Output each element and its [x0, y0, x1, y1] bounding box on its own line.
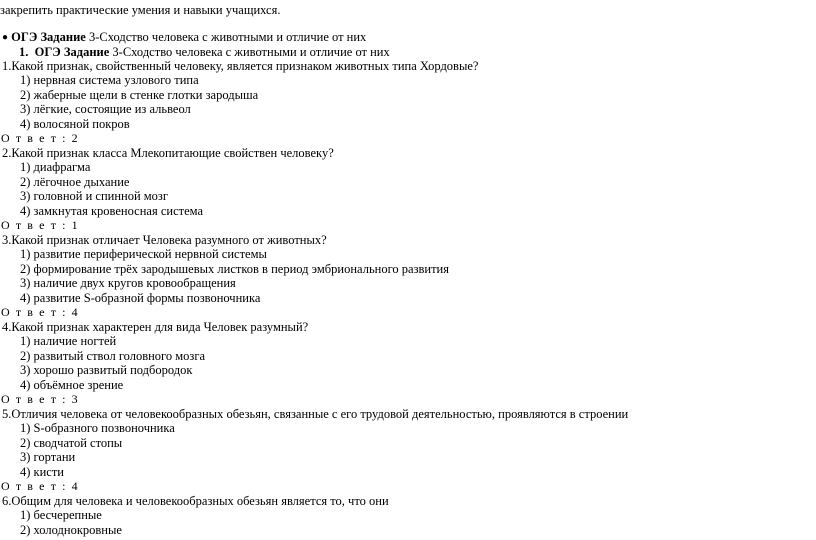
- answer-option: 3) головной и спинной мозг: [20, 189, 168, 203]
- answer-option: 3) лёгкие, состоящие из альвеол: [20, 102, 191, 116]
- answer-option: 1) диафрагма: [20, 160, 91, 174]
- section-heading-numbered: [19, 45, 390, 60]
- answer-option: 4) замкнутая кровеносная система: [20, 204, 204, 218]
- answer-option: 1) бесчерепные: [20, 508, 102, 522]
- question-text: 1.Какой признак, свойственный человеку, является признаком животных типа Хордовые?: [2, 59, 479, 73]
- answer-option: 2) формирование трёх зародышевых листков в период эмбрионального развития: [20, 262, 449, 276]
- heading-rest-text: 3-Сходство человека с животными и отличие от них: [85, 30, 367, 44]
- answer-option: 1) S-образного позвоночника: [20, 421, 175, 435]
- question-text: 6.Общим для человека и человекообразных обезьян является то, что они: [2, 494, 389, 508]
- answer-option: 1) развитие периферической нервной системы: [20, 247, 267, 261]
- answer-option: 1) наличие ногтей: [20, 334, 117, 348]
- answer-option: 2) сводчатой стопы: [20, 436, 123, 450]
- question-text: 2.Какой признак класса Млекопитающие свойствен человеку?: [2, 146, 334, 160]
- answer-key: О т в е т : 4: [1, 479, 80, 493]
- question-text: 5.Отличия человека от человекообразных обезьян, связанные с его трудовой деятельностью, проявляются в строении: [2, 407, 629, 421]
- question-text: 3.Какой признак отличает Человека разумного от животных?: [2, 233, 327, 247]
- bullet-icon: ●: [2, 32, 9, 43]
- answer-option: 2) жаберные щели в стенке глотки зародыша: [20, 88, 259, 102]
- section-heading-bulleted: [2, 30, 366, 46]
- answer-key: О т в е т : 1: [1, 218, 80, 232]
- answer-option: 3) гортани: [20, 450, 76, 464]
- question-text: 4.Какой признак характерен для вида Человек разумный?: [2, 320, 309, 334]
- intro-text: закрепить практические умения и навыки учащихся.: [0, 3, 281, 17]
- answer-option: 1) нервная система узлового типа: [20, 73, 199, 87]
- heading-number: 1.: [19, 45, 29, 59]
- answer-key: О т в е т : 4: [1, 305, 80, 319]
- heading-rest-text: 3-Сходство человека с животными и отличие от них: [109, 45, 390, 59]
- answer-option: 4) развитие S-образной формы позвоночника: [20, 291, 261, 305]
- answer-option: 2) развитый ствол головного мозга: [20, 349, 206, 363]
- answer-option: 3) наличие двух кругов кровообращения: [20, 276, 236, 290]
- heading-bold-text: ОГЭ Задание: [11, 30, 86, 44]
- answer-key: О т в е т : 3: [1, 392, 80, 406]
- answer-option: 4) кисти: [20, 465, 65, 479]
- answer-option: 4) волосяной покров: [20, 117, 130, 131]
- answer-option: 4) объёмное зрение: [20, 378, 124, 392]
- answer-option: 3) хорошо развитый подбородок: [20, 363, 193, 377]
- heading-bold-text: ОГЭ Задание: [34, 45, 110, 59]
- answer-option: 2) лёгочное дыхание: [20, 175, 130, 189]
- answer-key: О т в е т : 2: [1, 131, 80, 145]
- answer-option: 2) холоднокровные: [20, 523, 122, 537]
